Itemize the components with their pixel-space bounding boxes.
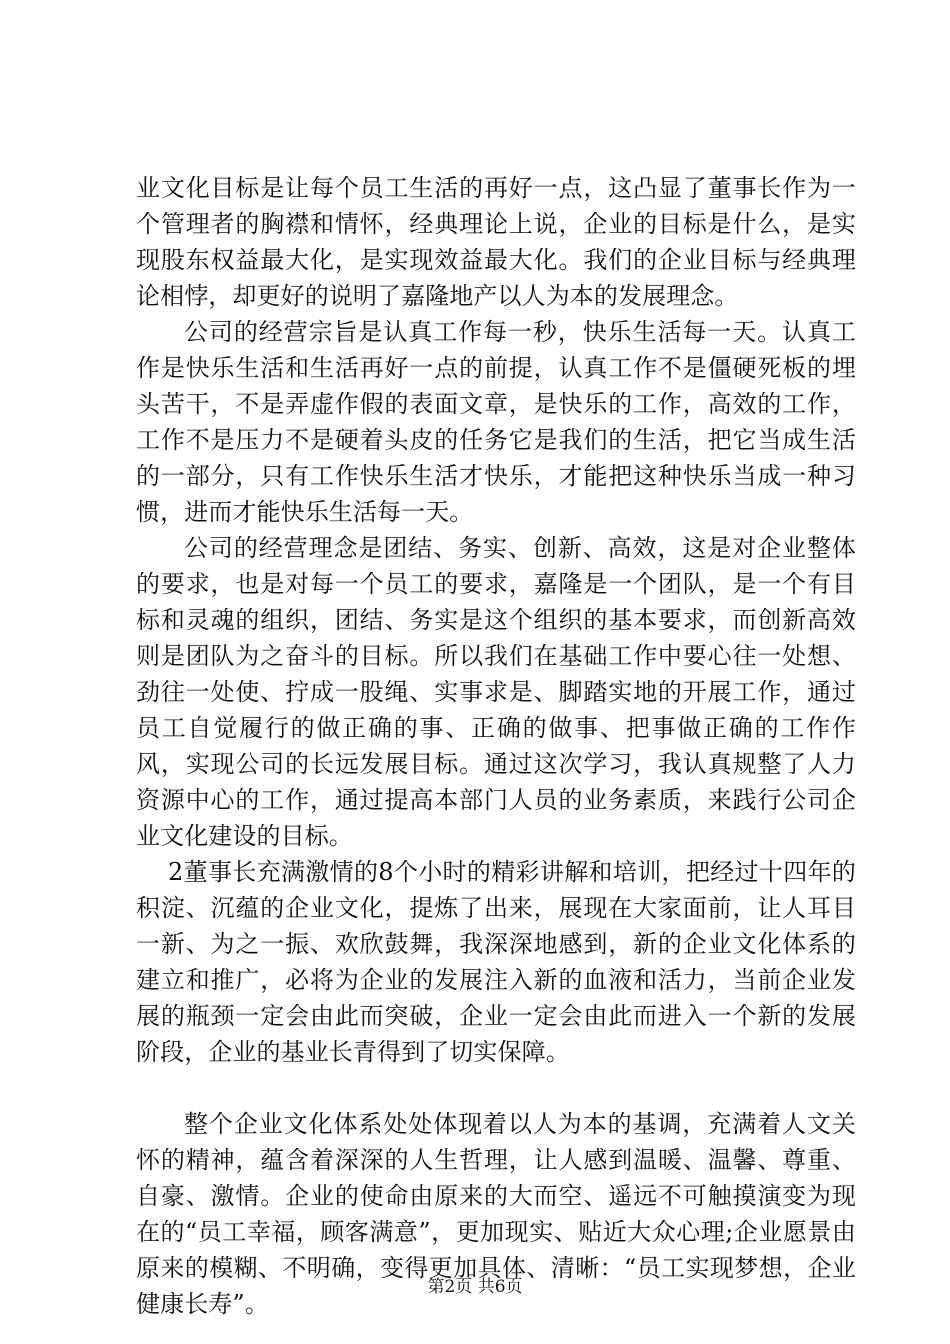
page-number-footer: 第2页 共6页 [427, 1277, 523, 1297]
paragraph-4: 2董事长充满激情的8个小时的精彩讲解和培训，把经过十四年的积淀、沉蕴的企业文化，提炼了出来，展现在大家面前，让人耳目一新、为之一振、欢欣鼓舞，我深深地感到，新的企业文化体系的建立和推广，必将为企业的发展注入新的血液和活力，当前企业发展的瓶颈一定会由此而突破，企业一定会由此而进入一个新的发展阶段，企业的基业长青得到了切实保障。 [136, 858, 856, 1066]
paragraph-3: 公司的经营理念是团结、务实、创新、高效，这是对企业整体的要求，也是对每一个员工的要求，嘉隆是一个团队，是一个有目标和灵魂的组织，团结、务实是这个组织的基本要求，而创新高效则是团队为之奋斗的目标。所以我们在基础工作中要心往一处想、劲往一处使、拧成一股绳、实事求是、脚踏实地的开展工作，通过员工自觉履行的做正确的事、正确的做事、把事做正确的工作作风，实现公司的长远发展目标。通过这次学习，我认真规整了人力资源中心的工作，通过提高本部门人员的业务素质，来践行公司企业文化建设的目标。 [136, 534, 856, 850]
paragraph-1: 业文化目标是让每个员工生活的再好一点，这凸显了董事长作为一个管理者的胸襟和情怀，经典理论上说，企业的目标是什么，是实现股东权益最大化，是实现效益最大化。我们的企业目标与经典理论相悖，却更好的说明了嘉隆地产以人为本的发展理念。 [136, 174, 856, 310]
paragraph-2: 公司的经营宗旨是认真工作每一秒，快乐生活每一天。认真工作是快乐生活和生活再好一点的前提，认真工作不是僵硬死板的埋头苦干，不是弄虚作假的表面文章，是快乐的工作，高效的工作，工作不是压力不是硬着头皮的任务它是我们的生活，把它当成生活的一部分，只有工作快乐生活才快乐，才能把这种快乐当成一种习惯，进而才能快乐生活每一天。 [136, 318, 856, 526]
paragraph-5: 整个企业文化体系处处体现着以人为本的基调，充满着人文关怀的精神，蕴含着深深的人生哲理，让人感到温暖、温馨、尊重、自豪、激情。企业的使命由原来的大而空、遥远不可触摸演变为现在的“员工幸福，顾客满意”，更加现实、贴近大众心理;企业愿景由原来的模糊、不明确，变得更加具体、清晰：“员工实现梦想，企业健康长寿”。 [136, 1110, 856, 1318]
document-body [136, 170, 856, 1322]
